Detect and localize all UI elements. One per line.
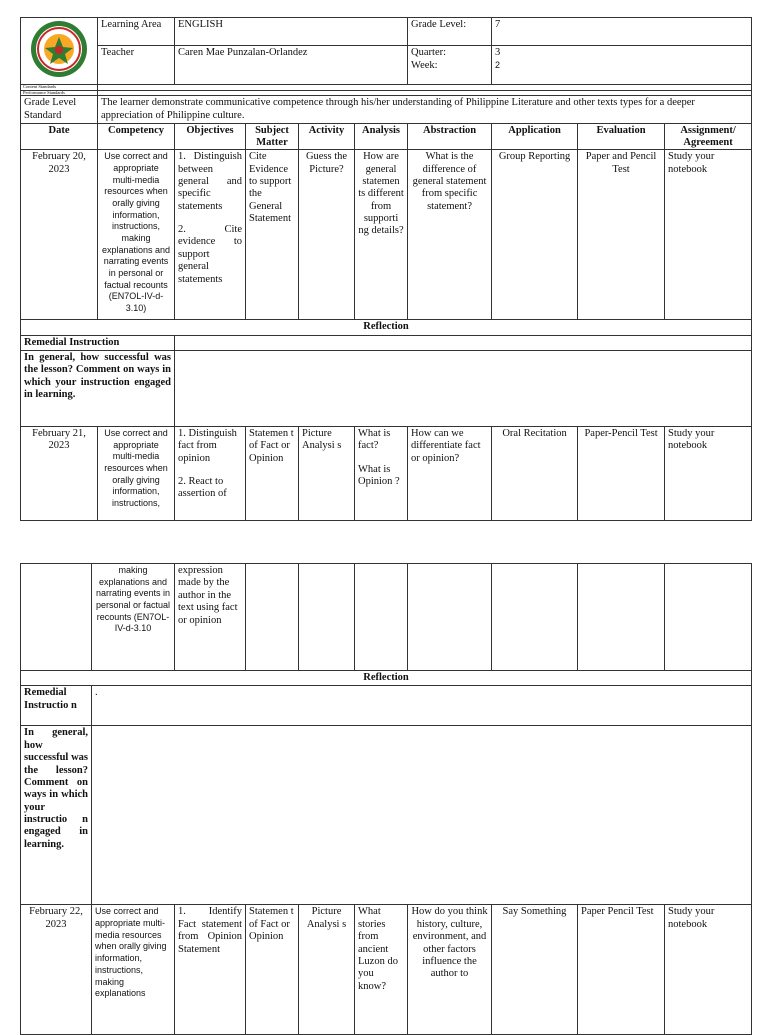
col-competency: Competency <box>98 124 175 150</box>
grade-level-label: Grade Level: <box>408 18 492 46</box>
row3-objectives: 1. Identify Fact statement from Opinion Statement <box>175 905 246 1035</box>
column-header-row <box>21 124 752 150</box>
success-answer <box>175 350 752 426</box>
col-abstraction: Abstraction <box>408 124 492 150</box>
row1-analysis: How are general statemen ts different from supporti ng details? <box>355 150 408 320</box>
col-subject-matter: Subject Matter <box>246 124 299 150</box>
row1-subject-matter: Cite Evidence to support the General Statement <box>246 150 299 320</box>
row1-date: February 20, 2023 <box>21 150 98 320</box>
empty-cell <box>408 564 492 671</box>
table-row <box>21 905 752 1035</box>
school-seal-icon <box>27 19 91 79</box>
row3-activity: Picture Analysi s <box>299 905 355 1035</box>
row3-evaluation: Paper Pencil Test <box>578 905 665 1035</box>
row1-objectives: 1. Distinguish between general and specific statements 2. Cite evidence to support general statements <box>175 150 246 320</box>
success-question: In general, how successful was the lesson? Comment on ways in which your instruction engaged in learning. <box>21 350 175 426</box>
row3-application: Say Something <box>492 905 578 1035</box>
school-logo-cell <box>21 18 98 85</box>
col-assignment: Assignment/ Agreement <box>665 124 752 150</box>
remedial-value <box>175 335 752 350</box>
col-analysis: Analysis <box>355 124 408 150</box>
learning-area-value: ENGLISH <box>175 18 408 46</box>
row2-competency-top: Use correct and appropriate multi-media resources when orally giving information, instructions, <box>98 426 175 520</box>
row1-abstraction: What is the difference of general statement from specific statement? <box>408 150 492 320</box>
row2-objectives-bottom: expression made by the author in the text using fact or opinion <box>175 564 246 671</box>
col-objectives: Objectives <box>175 124 246 150</box>
grade-level-standard-label: Grade Level Standard <box>21 96 98 124</box>
remedial-label: Remedial Instruction <box>21 335 175 350</box>
row3-subject-matter: Statemen t of Fact or Opinion <box>246 905 299 1035</box>
table-row <box>21 150 752 320</box>
row2-date-cont <box>21 564 92 671</box>
empty-cell <box>578 564 665 671</box>
empty-cell <box>299 564 355 671</box>
performance-standards-label: Performance Standards <box>21 90 98 96</box>
reflection-heading-2: Reflection <box>21 671 752 686</box>
col-application: Application <box>492 124 578 150</box>
quarter-week-value: 3 2 <box>492 46 752 85</box>
row1-competency: Use correct and appropriate multi-media resources when orally giving information, instructions, making explanations and narrating events in personal or factual recounts (EN7OL-IV-d-3.10) <box>98 150 175 320</box>
success-answer-2 <box>92 726 752 905</box>
row1-application: Group Reporting <box>492 150 578 320</box>
continuation-table <box>20 563 752 1035</box>
page-1 <box>20 17 751 521</box>
success-question-2: In general, how successful was the lesson? Comment on ways in which your instructio n engaged in learning. <box>21 726 92 905</box>
table-row <box>21 426 752 520</box>
reflection-heading: Reflection <box>21 320 752 335</box>
teacher-value: Caren Mae Punzalan-Orlandez <box>175 46 408 85</box>
quarter-week-label: Quarter: Week: <box>408 46 492 85</box>
grade-level-value: 7 <box>492 18 752 46</box>
empty-cell <box>355 564 408 671</box>
row3-assignment: Study your notebook <box>665 905 752 1035</box>
col-evaluation: Evaluation <box>578 124 665 150</box>
row2-activity: Picture Analysi s <box>299 426 355 520</box>
remedial-label-2: Remedial Instructio n <box>21 686 92 726</box>
row1-activity: Guess the Picture? <box>299 150 355 320</box>
row2-analysis: What is fact? What is Opinion ? <box>355 426 408 520</box>
learning-area-label: Learning Area <box>98 18 175 46</box>
col-activity: Activity <box>299 124 355 150</box>
table-row <box>21 564 752 671</box>
remedial-value-2: . <box>92 686 752 726</box>
row3-competency: Use correct and appropriate multi-media resources when orally giving information, instructions, making explanations <box>92 905 175 1035</box>
row2-date: February 21, 2023 <box>21 426 98 520</box>
row2-competency-bottom: making explanations and narrating events in personal or factual recounts (EN7OL-IV-d-3.10 <box>92 564 175 671</box>
content-standards-label: Content Standards <box>21 85 98 91</box>
col-date: Date <box>21 124 98 150</box>
empty-cell <box>665 564 752 671</box>
row2-evaluation: Paper-Pencil Test <box>578 426 665 520</box>
empty-cell <box>246 564 299 671</box>
empty-cell <box>492 564 578 671</box>
row2-application: Oral Recitation <box>492 426 578 520</box>
row2-objectives-top: 1. Distinguish fact from opinion 2. React to assertion of <box>175 426 246 520</box>
row3-analysis: What stories from ancient Luzon do you know? <box>355 905 408 1035</box>
teacher-label: Teacher <box>98 46 175 85</box>
grade-level-standard-text: The learner demonstrate communicative competence through his/her understanding of Philippine Literature and other texts types for a deeper appreciation of Philippine culture. <box>98 96 752 124</box>
row3-abstraction: How do you think history, culture, environment, and other factors influence the author to <box>408 905 492 1035</box>
row1-assignment: Study your notebook <box>665 150 752 320</box>
row1-evaluation: Paper and Pencil Test <box>578 150 665 320</box>
page-2 <box>20 563 751 1035</box>
header-table <box>20 17 752 521</box>
row2-assignment: Study your notebook <box>665 426 752 520</box>
row2-subject-matter: Statemen t of Fact or Opinion <box>246 426 299 520</box>
row2-abstraction: How can we differentiate fact or opinion? <box>408 426 492 520</box>
row3-date: February 22, 2023 <box>21 905 92 1035</box>
